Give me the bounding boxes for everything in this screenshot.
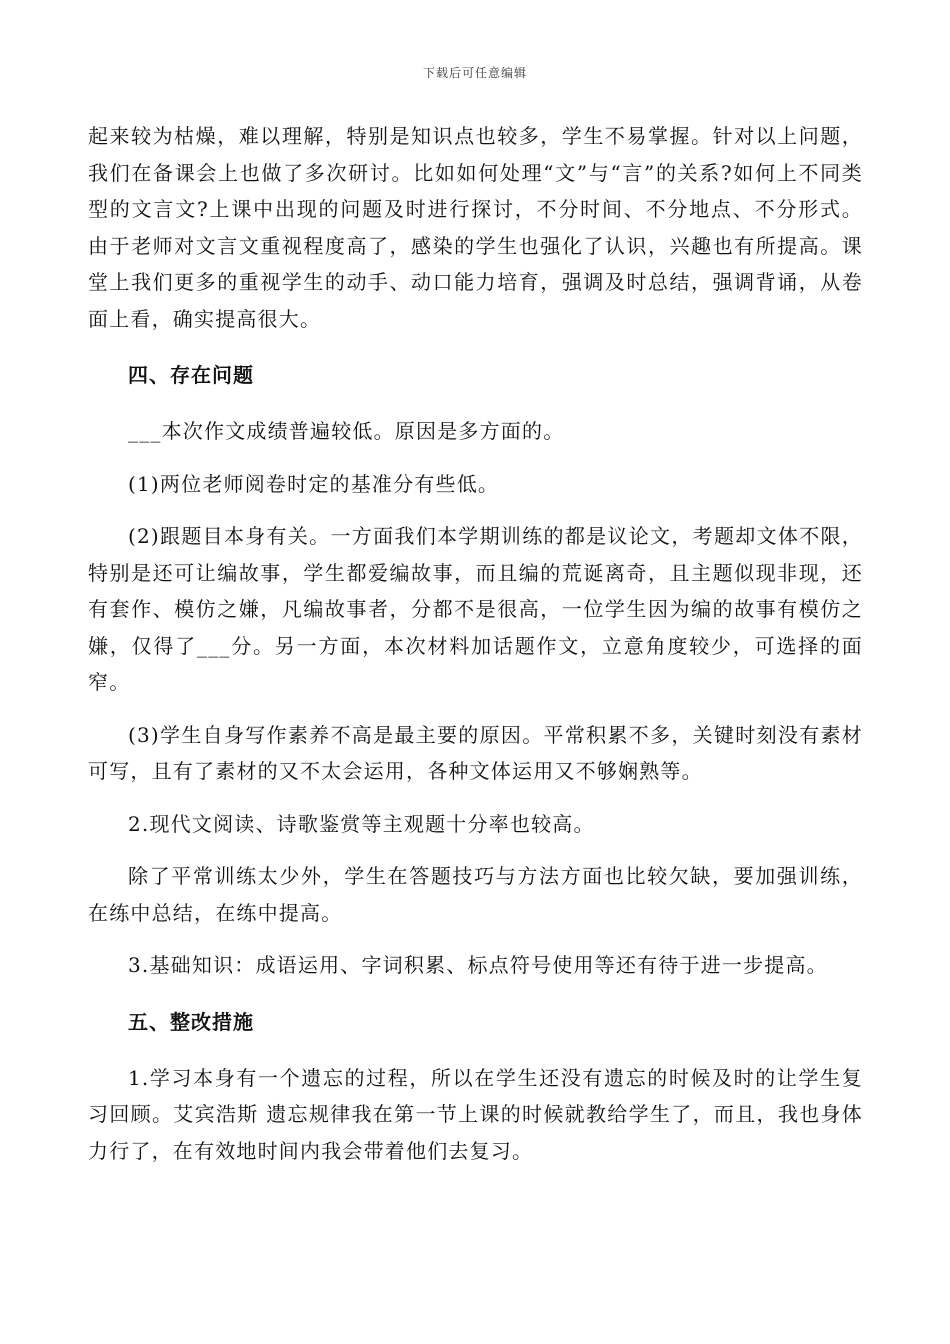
paragraph-basic-knowledge: 3.基础知识：成语运用、字词积累、标点符号使用等还有待于进一步提高。 xyxy=(128,953,828,977)
page-header: 下载后可任意编辑 xyxy=(422,66,527,80)
paragraph-essay-scores: ___本次作文成绩普遍较低。原因是多方面的。 xyxy=(128,419,565,443)
paragraph-modern-reading: 2.现代文阅读、诗歌鉴赏等主观题十分率也较高。 xyxy=(128,811,595,836)
paragraph-measure-1: 1.学习本身有一个遗忘的过程，所以在学生还没有遗忘的时候及时的让学生复习回顾。艾宾浩斯 遗忘规律我在第一节上课的时候就教给学生了，而且，我也身体力行了，在有效地时间内我会带着他们去复习。 xyxy=(88,1065,863,1163)
document-body xyxy=(88,118,863,1185)
paragraph-reason-2: (2)跟题目本身有关。一方面我们本学期训练的都是议论文，考题却文体不限，特别是还可让编故事，学生都爱编故事，而且编的荒诞离奇，且主题似现非现，还有套作、模仿之嫌，凡编故事者，分都不是很高，一位学生因为编的故事有模仿之嫌，仅得了___分。另一方面，本次材料加话题作文，立意角度较少，可选择的面窄。 xyxy=(88,524,863,694)
paragraph-classical-chinese: 起来较为枯燥，难以理解，特别是知识点也较多，学生不易掌握。针对以上问题，我们在备课会上也做了多次研讨。比如如何处理“文”与“言”的关系?如何上不同类型的文言文?上课中出现的问题及时进行探讨，不分时间、不分地点、不分形式。由于老师对文言文重视程度高了，感染的学生也强化了认识，兴趣也有所提高。课堂上我们更多的重视学生的动手、动口能力培育，强调及时总结，强调背诵，从卷面上看，确实提高很大。 xyxy=(88,124,863,331)
section-heading-problems: 四、存在问题 xyxy=(128,363,254,387)
section-heading-measures: 五、整改措施 xyxy=(128,1009,254,1034)
paragraph-training: 除了平常训练太少外，学生在答题技巧与方法方面也比较欠缺，要加强训练，在练中总结，在练中提高。 xyxy=(88,864,863,925)
paragraph-reason-1: (1)两位老师阅卷时定的基准分有些低。 xyxy=(128,471,500,496)
paragraph-reason-3: (3)学生自身写作素养不高是最主要的原因。平常积累不多，关键时刻没有素材可写，且有了素材的又不太会运用，各种文体运用又不够娴熟等。 xyxy=(88,722,863,783)
